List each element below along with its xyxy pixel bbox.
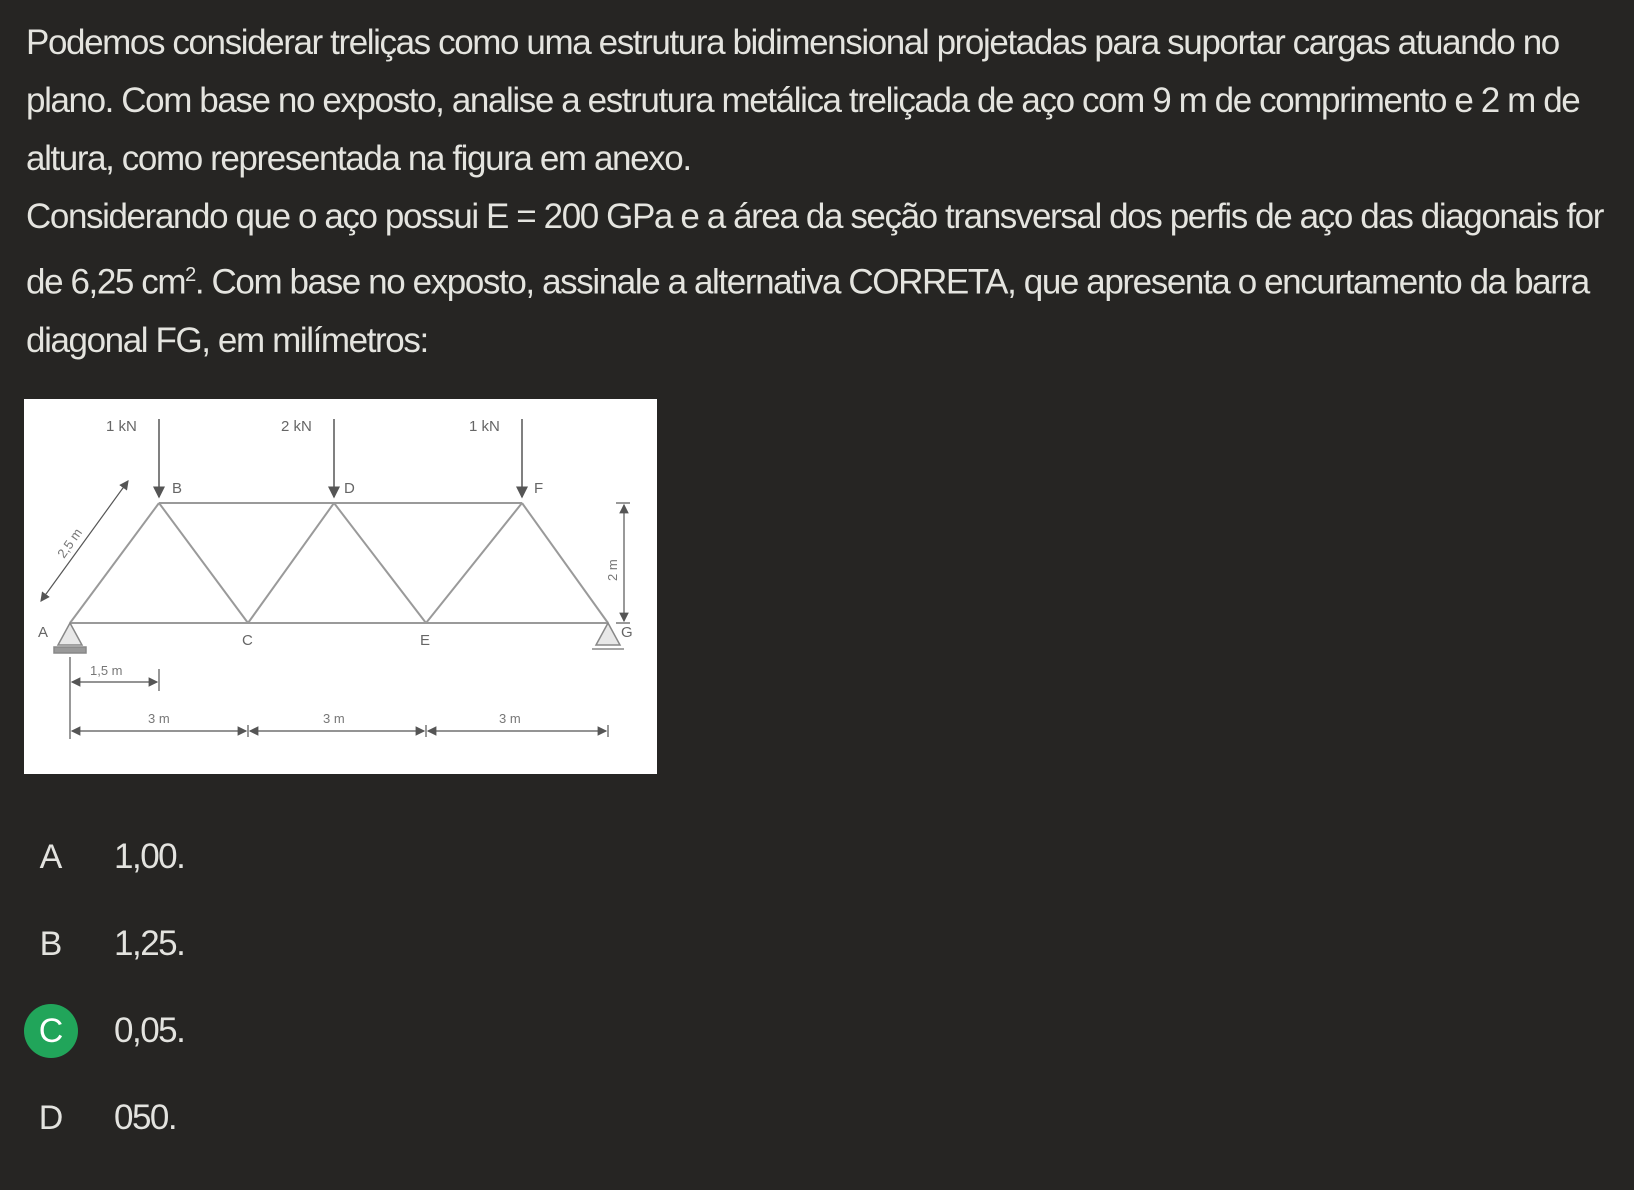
member-cd bbox=[248, 503, 334, 623]
option-d-letter[interactable]: D bbox=[38, 1099, 64, 1137]
node-label-c: C bbox=[242, 632, 253, 649]
option-d-text[interactable]: 050. bbox=[114, 1098, 177, 1137]
truss-members bbox=[70, 503, 608, 623]
member-bc bbox=[159, 503, 248, 623]
support-a bbox=[54, 623, 86, 653]
member-ab bbox=[70, 503, 159, 623]
question-paragraph-2-end: . Com base no exposto, assinale a alternativa CORRETA, que apresenta o encurtamento da barra diagonal FG, em milímetros: bbox=[26, 262, 1589, 360]
dim-span-2: 3 m bbox=[323, 711, 345, 726]
question-paragraph-1: Podemos considerar treliças como uma estrutura bidimensional projetadas para suportar cargas atuando no plano. Com base no exposto, analise a estrutura metálica treliçada de aço com 9 m de comprimento e 2 m de altura, como representada na figura em anexo. bbox=[26, 23, 1580, 178]
dim-half-label: 1,5 m bbox=[90, 663, 123, 678]
option-d[interactable] bbox=[24, 1091, 424, 1178]
dim-span-3: 3 m bbox=[499, 711, 521, 726]
load-label-f: 1 kN bbox=[469, 418, 500, 435]
dim-diagonal-label: 2,5 m bbox=[54, 525, 86, 561]
option-a-text[interactable]: 1,00. bbox=[114, 837, 185, 876]
member-fg bbox=[522, 503, 608, 623]
option-b[interactable] bbox=[24, 917, 424, 1004]
question-text bbox=[26, 14, 1606, 370]
node-label-e: E bbox=[420, 632, 431, 649]
load-label-d: 2 kN bbox=[281, 418, 312, 435]
option-a[interactable] bbox=[24, 830, 424, 917]
dim-height-label: 2 m bbox=[605, 559, 620, 581]
member-ef bbox=[426, 503, 522, 623]
loads bbox=[159, 419, 522, 497]
support-g bbox=[592, 623, 624, 649]
dim-spans bbox=[72, 725, 608, 737]
option-c-text[interactable]: 0,05. bbox=[114, 1011, 185, 1050]
node-label-a: A bbox=[38, 624, 49, 641]
option-b-text[interactable]: 1,25. bbox=[114, 924, 185, 963]
node-label-b: B bbox=[172, 480, 183, 497]
dim-diagonal bbox=[41, 481, 128, 601]
option-c-letter-selected[interactable]: C bbox=[24, 1004, 78, 1058]
truss-figure bbox=[24, 399, 657, 774]
dim-span-1: 3 m bbox=[148, 711, 170, 726]
option-a-letter[interactable]: A bbox=[39, 838, 63, 876]
node-label-f: F bbox=[534, 480, 544, 497]
member-de bbox=[334, 503, 426, 623]
load-label-b: 1 kN bbox=[106, 418, 137, 435]
node-label-g: G bbox=[621, 624, 633, 641]
answer-options bbox=[24, 830, 424, 1178]
truss-diagram bbox=[24, 399, 657, 774]
question-paragraph-2-start: Considerando que o aço possui E = 200 GPa e a área da seção transversal dos perfis de aço das diagonais for de 6,25 cm bbox=[26, 197, 1603, 302]
node-label-d: D bbox=[344, 480, 355, 497]
area-exponent: 2 bbox=[185, 264, 195, 286]
option-b-letter[interactable]: B bbox=[39, 925, 63, 963]
question-paragraph-2 bbox=[26, 188, 1606, 370]
option-c[interactable] bbox=[24, 1004, 424, 1091]
